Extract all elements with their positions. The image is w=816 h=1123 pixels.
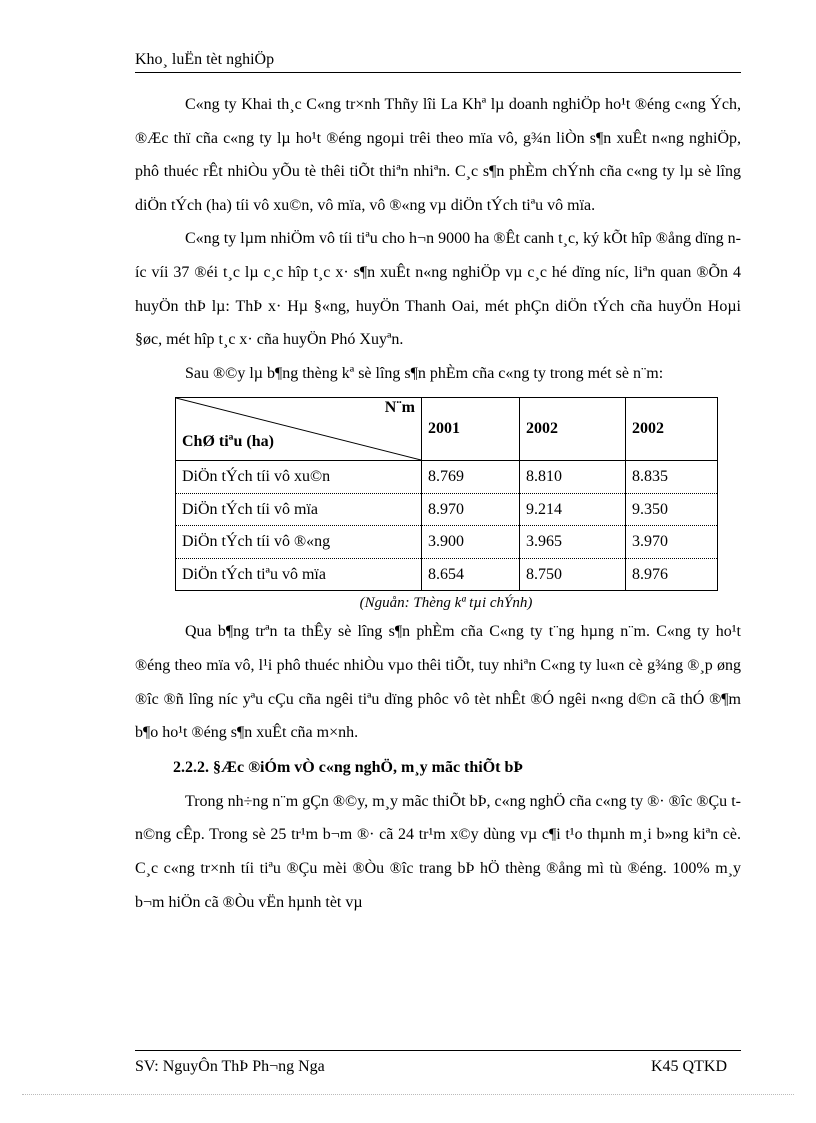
cell-value: 3.965	[520, 526, 626, 559]
cell-value: 8.810	[520, 461, 626, 494]
cell-value: 8.835	[626, 461, 718, 494]
corner-label-indicator: ChØ tiªu (ha)	[182, 433, 274, 451]
cell-value: 8.769	[422, 461, 520, 494]
corner-label-year: N¨m	[384, 399, 415, 417]
row-label: DiÖn tÝch tiªu vô mïa	[176, 558, 422, 591]
table-header-row	[176, 398, 718, 461]
paragraph-table-analysis: Qua b¶ng trªn ta thÊy sè lîng s¶n phÈm cña C«ng ty t¨ng hµng n¨m. C«ng ty ho¹t ®éng theo mïa vô, l¹i phô thuéc nhiÒu vµo thêi tiÕt, tuy nhiªn C«ng ty lu«n cè g¾ng ®¸p øng ®îc ®ñ lîng níc yªu cÇu cña ngêi tiªu dïng phôc vô tèt nhÊt ®Ó ngêi n«ng d©n cã thÓ ®¶m b¶o ho¹t ®éng s¶n xuÊt cña m×nh.	[135, 623, 741, 742]
year-header: 2001	[422, 398, 520, 461]
row-label: DiÖn tÝch tíi vô xu©n	[176, 461, 422, 494]
paragraph-equipment: Trong nh÷ng n¨m gÇn ®©y, m¸y mãc thiÕt bÞ, c«ng nghÖ cña c«ng ty ®· ®îc ®Çu t n©ng cÊp. Trong sè 25 tr¹m b¬m ®· cã 24 tr¹m x©y dùng vµ c¶i t¹o thµnh m¸i b»ng kiªn cè. C¸c c«ng tr×nh tíi tiªu ®Çu mèi ®Òu ®îc trang bÞ hÖ thèng ®ång mì tù ®éng. 100% m¸y b¬m hiÖn cã ®Òu vËn hµnh tèt vµ	[135, 792, 741, 911]
page-footer	[135, 1050, 741, 1075]
table-source-note: (Nguån: Thèng kª tµi chÝnh)	[359, 595, 533, 612]
page-header	[135, 49, 741, 73]
table-row	[176, 461, 718, 494]
paragraph-company-intro: C«ng ty Khai th¸c C«ng tr×nh Thñy lîi La Khª lµ doanh nghiÖp ho¹t ®éng c«ng Ých, ®Æc thï cña c«ng ty lµ ho¹t ®éng ngoµi trêi theo mïa vô, g¾n liÒn s¶n xuÊt n«ng nghiÖp, phô thuéc rÊt nhiÒu yÕu tè thêi tiÕt thiªn nhiªn. C¸c s¶n phÈm chÝnh cña c«ng ty lµ sè lîng diÖn tÝch (ha) tíi vô xu©n, vô mïa, vô ®«ng vµ diÖn tÝch tiªu vô mïa.	[135, 96, 741, 214]
cell-value: 8.750	[520, 558, 626, 591]
statistics-table-wrapper	[175, 397, 717, 615]
cell-value: 8.970	[422, 493, 520, 526]
document-body	[135, 88, 741, 919]
paragraph-table-intro: Sau ®©y lµ b¶ng thèng kª sè lîng s¶n phÈm cña c«ng ty trong mét sè n¨m:	[185, 364, 664, 382]
row-label: DiÖn tÝch tíi vô mïa	[176, 493, 422, 526]
header-title: Kho¸ luËn tèt nghiÖp	[135, 51, 275, 68]
cell-value: 9.214	[520, 493, 626, 526]
table-row	[176, 558, 718, 591]
page-bottom-edge	[22, 1094, 794, 1095]
footer-class-code: K45 QTKD	[651, 1058, 727, 1075]
cell-value: 8.654	[422, 558, 520, 591]
table-row	[176, 526, 718, 559]
table-corner-cell	[176, 398, 422, 461]
footer-author: SV: NguyÔn ThÞ Ph¬ng Nga	[135, 1058, 325, 1075]
cell-value: 3.900	[422, 526, 520, 559]
section-heading: 2.2.2. §Æc ®iÓm vÒ c«ng nghÖ, m¸y mãc thiÕt bÞ	[173, 758, 524, 776]
cell-value: 8.976	[626, 558, 718, 591]
row-label: DiÖn tÝch tíi vô ®«ng	[176, 526, 422, 559]
year-header: 2002	[626, 398, 718, 461]
cell-value: 9.350	[626, 493, 718, 526]
table-row	[176, 493, 718, 526]
year-header: 2002	[520, 398, 626, 461]
cell-value: 3.970	[626, 526, 718, 559]
product-statistics-table	[175, 397, 718, 591]
paragraph-company-tasks: C«ng ty lµm nhiÖm vô tíi tiªu cho h¬n 9000 ha ®Êt canh t¸c, ký kÕt hîp ®ång dïng níc víi 37 ®éi t¸c lµ c¸c hîp t¸c x· s¶n xuÊt n«ng nghiÖp vµ c¸c hé dïng níc, liªn quan ®Õn 4 huyÖn thÞ lµ: ThÞ x· Hµ §«ng, huyÖn Thanh Oai, mét phÇn diÖn tÝch cña huyÖn Hoµi §øc, mét hîp t¸c x· cña huyÖn Phó Xuyªn.	[135, 230, 741, 349]
